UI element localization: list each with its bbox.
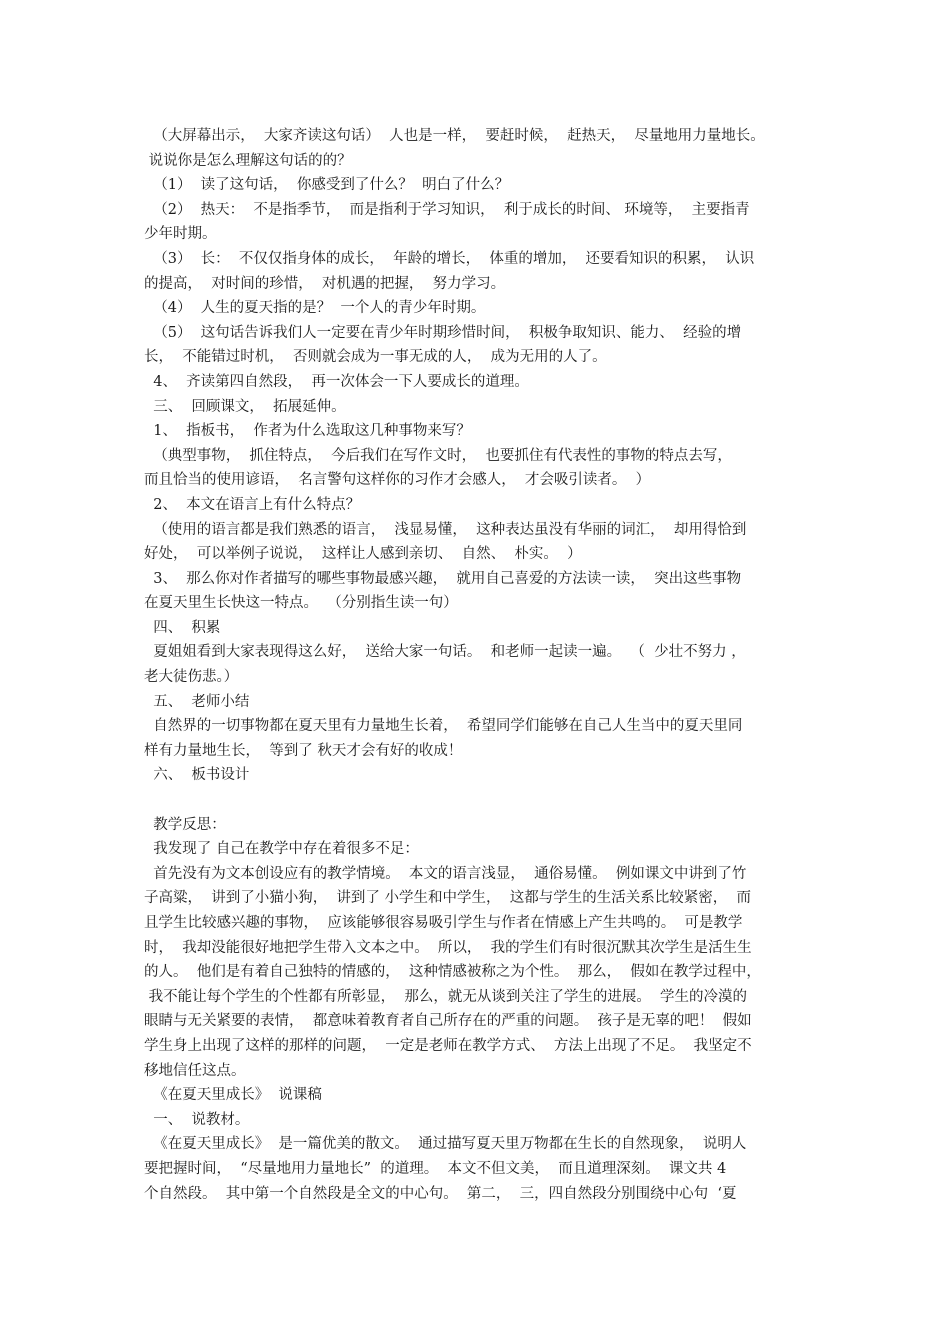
text-line: 我不能让每个学生的个性都有所彰显， 那么，就无从谈到关注了学生的进展。 学生的冷漠的 <box>144 988 748 1005</box>
text-line: 且学生比较感兴趣的事物， 应该能够很容易吸引学生与作者在情感上产生共鸣的。 可是教学 <box>144 915 743 931</box>
text-line: 老大徒伤悲。） <box>144 669 239 686</box>
text-line: 在夏天里生长快这一特点。 （分别指生读一句） <box>144 595 458 612</box>
text-line: 的人。 他们是有着自己独特的情感的， 这种情感被称之为个性。 那么， 假如在教学过程中， <box>144 964 761 981</box>
text-line: 六、 板书设计 <box>144 767 250 784</box>
text-line: （1） 读了这句话， 你感受到了什么？ 明白了什么？ <box>144 177 510 194</box>
text-line: 三、 回顾课文， 拓展延伸。 <box>144 398 346 415</box>
blank-line <box>144 788 814 813</box>
text-line: 的提高， 对时间的珍惜， 对机遇的把握， 努力学习。 <box>144 275 506 292</box>
text-line: （典型事物， 抓住特点， 今后我们在写作文时， 也要抓住有代表性的事物的特点去写， <box>144 447 732 464</box>
text-line: 而且恰当的使用谚语， 名言警句这样你的习作才会感人， 才会吸引读者。 ） <box>144 472 651 489</box>
text-line: 眼睛与无关紧要的表情， 都意味着教育者自己所存在的严重的问题。 孩子是无辜的吧！ 假如 <box>144 1013 752 1030</box>
text-line: 1、 指板书， 作者为什么选取这几种事物来写？ <box>144 423 471 440</box>
text-line: 时， 我却没能很好地把学生带入文本之中。 所以， 我的学生们有时很沉默其次学生是活生生 <box>144 939 752 956</box>
text-line: 移地信任这点。 <box>144 1062 246 1079</box>
text-line: 少年时期。 <box>144 226 217 243</box>
text-line: （2） 热天： 不是指季节， 而是指利于学习知识， 利于成长的时间、 环境等， 主要指青 <box>144 201 750 218</box>
text-line: 3、 那么你对作者描写的哪些事物最感兴趣， 就用自己喜爱的方法读一读， 突出这些事物 <box>144 570 742 587</box>
text-line: 自然界的一切事物都在夏天里有力量地生长着， 希望同学们能够在自己人生当中的夏天里同 <box>144 718 743 735</box>
text-line: （大屏幕出示， 大家齐读这句话） 人也是一样， 要赶时候， 赶热天， 尽量地用力量地长。 <box>144 128 765 144</box>
text-line: 我发现了 自己在教学中存在着很多不足： <box>144 841 419 858</box>
text-line: 夏姐姐看到大家表现得这么好， 送给大家一句话。 和老师一起读一遍。 （ 少壮不努力 ， <box>144 644 746 661</box>
text-line: 说说你是怎么理解这句话的的？ <box>144 152 352 169</box>
text-line: （使用的语言都是我们熟悉的语言， 浅显易懂， 这种表达虽没有华丽的词汇， 却用得恰到 <box>144 521 747 538</box>
text-line: 2、 本文在语言上有什么特点？ <box>144 496 361 513</box>
text-line: 教学反思： <box>144 816 226 833</box>
document-body <box>144 124 814 1206</box>
text-line: 五、 老师小结 <box>144 693 250 710</box>
text-line: 《在夏天里成长》 说课稿 <box>144 1087 322 1104</box>
text-line: 首先没有为文本创设应有的教学情境。 本文的语言浅显， 通俗易懂。 例如课文中讲到了竹 <box>144 865 747 882</box>
text-line: 4、 齐读第四自然段， 再一次体会一下人要成长的道理。 <box>144 373 529 390</box>
text-line: 个自然段。 其中第一个自然段是全文的中心句。 第二， 三，四自然段分别围绕中心句 ‘夏 <box>144 1185 737 1202</box>
text-line: 《在夏天里成长》 是一篇优美的散文。 通过描写夏天里万物都在生长的自然现象， 说明人 <box>144 1136 747 1153</box>
text-line: 好处， 可以举例子说说， 这样让人感到亲切、 自然、 朴实。 ） <box>144 546 582 563</box>
text-line: 子高粱， 讲到了小猫小狗， 讲到了 小学生和中学生， 这都与学生的生活关系比较紧密， 而 <box>144 890 751 907</box>
text-line: 样有力量地生长， 等到了 秋天才会有好的收成！ <box>144 742 463 759</box>
text-line: 四、 积累 <box>144 619 221 636</box>
text-line: （3） 长： 不仅仅指身体的成长， 年龄的增长， 体重的增加， 还要看知识的积累， 认识 <box>144 250 755 267</box>
text-line: （4） 人生的夏天指的是？ 一个人的青少年时期。 <box>144 300 486 317</box>
text-line: 长， 不能错过时机， 否则就会成为一事无成的人， 成为无用的人了。 <box>144 349 607 366</box>
text-line: （5） 这句话告诉我们人一定要在青少年时期珍惜时间， 积极争取知识、能力、 经验的增 <box>144 324 742 341</box>
text-line: 一、 说教材。 <box>144 1111 250 1128</box>
text-line: 学生身上出现了这样的那样的问题， 一定是老师在教学方式、 方法上出现了不足。 我坚定不 <box>144 1037 752 1054</box>
text-line: 要把握时间， “尽量地用力量地长” 的道理。 本文不但文美， 而且道理深刻。 课文共 4 <box>144 1160 727 1177</box>
